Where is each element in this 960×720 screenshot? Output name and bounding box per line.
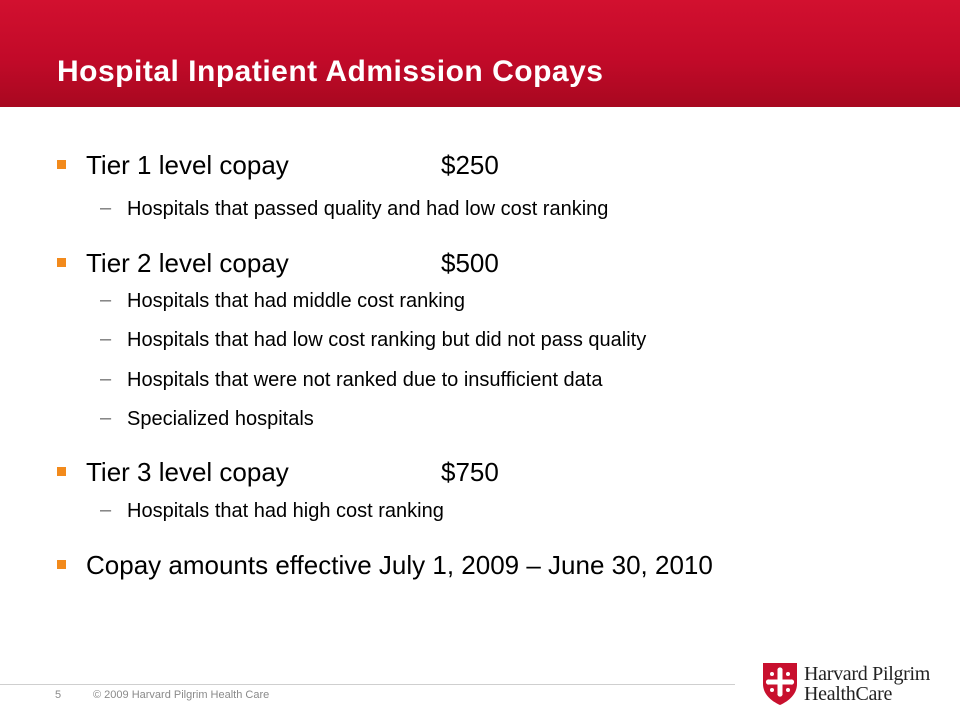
tier-1-label: Tier 1 level copay (86, 150, 289, 180)
tier-1-amount: $250 (441, 150, 499, 180)
dash-bullet-icon: – (100, 328, 112, 350)
detail-text: Specialized hospitals (127, 408, 314, 430)
tier-3-amount: $750 (441, 457, 499, 487)
dash-bullet-icon: – (100, 368, 112, 390)
harvard-pilgrim-cross-logo-icon (760, 660, 800, 706)
detail-text: Hospitals that had low cost ranking but did not pass quality (127, 329, 647, 351)
square-bullet-icon (57, 560, 66, 569)
detail-text: Hospitals that passed quality and had low cost ranking (127, 198, 609, 220)
square-bullet-icon (57, 160, 66, 169)
tier-2-label: Tier 2 level copay (86, 248, 289, 278)
square-bullet-icon (57, 258, 66, 267)
harvard-pilgrim-logo (760, 660, 950, 708)
footer-divider (0, 684, 735, 685)
effective-dates-text: Copay amounts effective July 1, 2009 – June 30, 2010 (86, 550, 713, 580)
dash-bullet-icon: – (100, 197, 112, 219)
tier-3-label: Tier 3 level copay (86, 457, 289, 487)
dash-bullet-icon: – (100, 499, 112, 521)
logo-text-line-1: Harvard Pilgrim (804, 663, 931, 685)
dash-bullet-icon: – (100, 289, 112, 311)
detail-text: Hospitals that had high cost ranking (127, 500, 444, 522)
tier-2-amount: $500 (441, 248, 499, 278)
slide-title: Hospital Inpatient Admission Copays (57, 55, 604, 88)
detail-text: Hospitals that had middle cost ranking (127, 290, 465, 312)
detail-text: Hospitals that were not ranked due to insufficient data (127, 369, 603, 391)
logo-text-line-2: HealthCare (804, 683, 893, 705)
dash-bullet-icon: – (100, 407, 112, 429)
square-bullet-icon (57, 467, 66, 476)
page-number: 5 (55, 689, 62, 701)
copyright-notice: © 2009 Harvard Pilgrim Health Care (93, 689, 270, 701)
